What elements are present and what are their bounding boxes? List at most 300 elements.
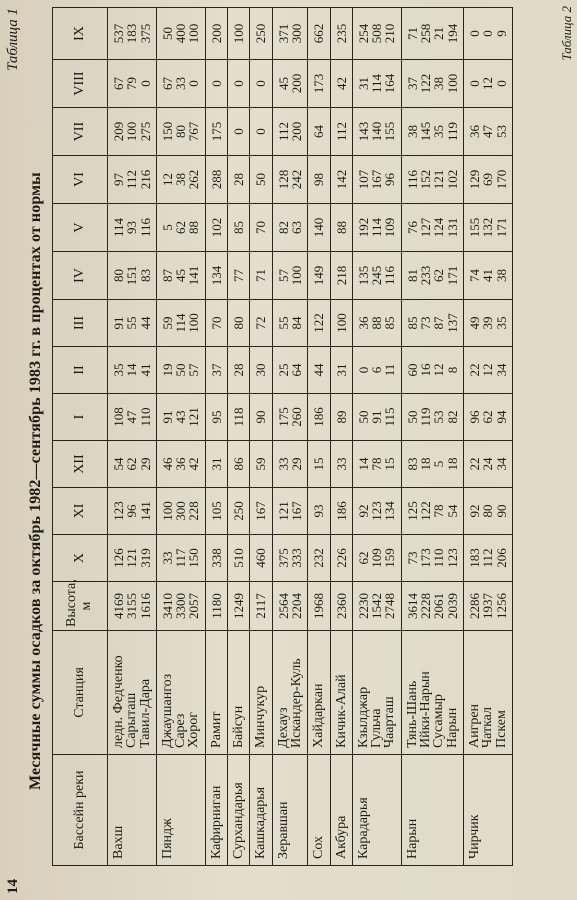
value: 2360 [333,593,349,619]
value: 54 [444,504,460,518]
value: 122 [418,73,434,94]
value-cell [308,535,330,582]
value: 537 [111,23,126,44]
value: 2286 [466,593,482,619]
value: 33 [173,77,189,90]
station-name: Тянь-Шань [404,680,420,748]
value: 50 [159,27,175,40]
value-cell [228,156,250,204]
value: 87 [159,269,175,282]
basin-cell [330,755,352,866]
value: 30 [253,363,269,377]
value: 262 [186,169,202,190]
value-cell [108,300,157,347]
value-cell [401,488,463,535]
value: 4169 [111,593,126,619]
value: 102 [208,217,224,238]
value: 135 [355,265,371,286]
value-cell [156,347,205,394]
value: 36 [466,125,482,138]
value: 100 [124,121,140,142]
value-cell [108,394,157,441]
value-cell [228,204,250,252]
value: 37 [208,363,224,377]
table-caption: Месячные суммы осадков за октябрь 1982—сентябрь 1983 гг. в процентах от нормы [27,172,44,790]
value-cell [205,488,227,535]
value-cell [108,441,157,488]
value: 78 [369,457,385,471]
value-cell [228,535,250,582]
value: 0 [231,80,247,87]
value: 114 [369,217,385,238]
value: 141 [186,265,202,286]
value: 140 [369,121,385,142]
value: 510 [231,548,247,568]
value-cell [463,8,512,60]
value: 400 [173,23,189,44]
value: 28 [231,173,247,186]
value: 1937 [480,593,496,619]
value-cell [308,582,330,631]
value: 77 [231,269,247,282]
value-cell [308,60,330,108]
value: 171 [493,217,509,238]
table-row [272,8,308,866]
value: 69 [480,173,496,186]
value: 11 [382,363,398,377]
value: 116 [404,169,420,190]
value: 119 [418,407,434,427]
value-cell [352,300,401,347]
table-row [463,8,512,866]
value-cell [463,394,512,441]
value: 96 [382,173,398,186]
value: 64 [311,125,327,138]
value: 2228 [418,593,434,619]
value: 206 [493,548,509,568]
value: 109 [369,548,385,568]
value: 90 [493,504,509,518]
value: 100 [444,73,460,94]
value-cell [308,252,330,300]
value-cell [108,535,157,582]
column-header: VI [53,156,108,204]
table-row [205,8,227,866]
station-cell [156,631,205,755]
value: 0 [137,80,153,87]
value: 18 [444,457,460,471]
basin-cell [156,755,205,866]
column-header: III [53,300,108,347]
value: 232 [311,548,327,568]
value: 82 [444,410,460,424]
station-name: Гульча [369,708,385,748]
value: 121 [186,407,202,427]
value: 3300 [173,593,189,619]
value: 767 [186,121,202,142]
value: 62 [173,221,189,234]
value-cell [108,347,157,394]
value: 119 [444,121,460,142]
value: 122 [311,313,327,333]
value: 29 [288,457,304,471]
station-name: Кичик-Алай [333,674,349,748]
value: 90 [253,410,269,424]
value-cell [401,60,463,108]
value: 96 [466,410,482,424]
value-cell [352,582,401,631]
value: 200 [288,121,304,142]
value: 22 [466,457,482,471]
value-cell [156,8,205,60]
value-cell [401,441,463,488]
value: 137 [444,313,460,333]
value-cell [272,300,308,347]
next-table-label: Таблица 2 [559,6,574,61]
value: 175 [208,121,224,142]
value: 71 [404,27,420,40]
value: 167 [369,169,385,190]
value: 6 [369,366,385,374]
value: 192 [355,217,371,238]
value: 9 [493,30,509,37]
station-name: Кзылджар [355,686,371,748]
value: 109 [382,217,398,238]
value: 31 [355,77,371,90]
value: 55 [275,316,291,330]
value-cell [272,394,308,441]
table-row [250,8,272,866]
value: 22 [466,363,482,377]
value: 28 [231,363,247,377]
value-cell [156,204,205,252]
value: 121 [124,548,140,568]
value-cell [228,441,250,488]
value: 300 [173,501,189,521]
basin-cell [228,755,250,866]
value: 171 [444,265,460,286]
value: 50 [355,410,371,424]
value-cell [463,108,512,156]
value: 67 [159,77,175,90]
value-cell [463,441,512,488]
value-cell [330,8,352,60]
value-cell [156,60,205,108]
value-cell [205,535,227,582]
station-cell [108,631,157,755]
station-name: ледн. Федченко [111,655,126,748]
value-cell [352,60,401,108]
station-name: Аигрен [466,703,482,748]
value: 87 [431,316,447,330]
value-cell [205,347,227,394]
value: 108 [111,407,126,427]
column-header: XI [53,488,108,535]
basin-cell [463,755,512,866]
value: 149 [311,265,327,286]
value: 33 [159,551,175,565]
value: 167 [288,501,304,521]
value: 125 [404,501,420,521]
value-cell [228,108,250,156]
station-cell [308,631,330,755]
value-cell [330,582,352,631]
value: 100 [333,313,349,333]
value: 42 [186,457,202,471]
value: 85 [231,221,247,234]
station-name: Рамит [208,711,224,748]
value: 3410 [159,593,175,619]
basin-name: Чирчик [466,814,482,859]
value: 173 [418,548,434,568]
value: 93 [311,504,327,518]
value: 175 [275,407,291,427]
value: 98 [311,173,327,186]
value: 62 [431,269,447,282]
value: 275 [137,121,153,142]
value: 371 [275,23,291,44]
value: 218 [333,265,349,286]
value-cell [401,347,463,394]
value-cell [272,60,308,108]
basin-cell [250,755,272,866]
basin-cell [108,755,157,866]
column-header: V [53,204,108,252]
value: 100 [288,265,304,286]
value: 62 [480,410,496,424]
value: 183 [466,548,482,568]
value: 12 [480,363,496,377]
value: 112 [124,169,140,190]
value: 662 [311,23,327,44]
value-cell [156,300,205,347]
value: 45 [275,77,291,90]
value: 112 [333,121,349,142]
value: 0 [253,128,269,135]
value: 0 [253,80,269,87]
value-cell [108,8,157,60]
value: 62 [355,551,371,565]
value-cell [250,108,272,156]
value-cell [108,108,157,156]
table-row [228,8,250,866]
value: 94 [493,410,509,424]
column-header: I [53,394,108,441]
value: 112 [275,121,291,142]
value-cell [352,441,401,488]
value: 159 [382,548,398,568]
value: 3614 [404,593,420,619]
value: 39 [480,316,496,330]
value-cell [330,488,352,535]
value: 100 [186,23,202,44]
value-cell [228,488,250,535]
value: 33 [275,457,291,471]
value-cell [308,204,330,252]
value: 47 [480,125,496,138]
value: 47 [124,410,140,424]
value: 49 [466,316,482,330]
value: 46 [159,457,175,471]
station-cell [352,631,401,755]
value: 300 [288,23,304,44]
value: 143 [355,121,371,142]
station-name: Минчукур [253,685,269,748]
value: 16 [418,363,434,377]
value: 124 [431,217,447,238]
value: 35 [431,125,447,138]
value-cell [463,60,512,108]
value: 0 [493,80,509,87]
value: 121 [431,169,447,190]
value: 141 [137,501,153,521]
value-cell [330,204,352,252]
basin-name: Вахш [111,825,126,859]
value: 53 [431,410,447,424]
column-header: Бассейн реки [53,755,108,866]
value-cell [250,535,272,582]
value-cell [401,108,463,156]
value: 15 [311,457,327,471]
value-cell [272,252,308,300]
value-cell [250,488,272,535]
value: 114 [111,217,126,238]
value: 91 [159,410,175,424]
value: 200 [208,23,224,44]
value-cell [463,347,512,394]
basin-name: Карадарья [355,797,371,859]
value-cell [352,347,401,394]
value: 38 [493,269,509,282]
precipitation-table [52,7,513,866]
value: 2564 [275,593,291,619]
value: 150 [159,121,175,142]
value: 145 [418,121,434,142]
header-row [53,8,108,866]
column-header: X [53,535,108,582]
value-cell [463,252,512,300]
value-cell [250,252,272,300]
value: 3155 [124,593,140,619]
value-cell [228,8,250,60]
value: 173 [311,73,327,94]
value: 29 [137,457,153,471]
value: 115 [382,407,398,427]
value: 2230 [355,593,371,619]
column-header: Высота, м [53,582,108,631]
value: 38 [404,125,420,138]
value: 319 [137,548,153,568]
value: 83 [137,269,153,282]
table-row [330,8,352,866]
basin-cell [205,755,227,866]
value: 31 [333,363,349,377]
table-row [156,8,205,866]
value: 460 [253,548,269,568]
value: 50 [173,363,189,377]
basin-name: Кашкадарья [253,786,269,859]
value: 34 [493,363,509,377]
value: 110 [137,407,153,427]
station-name: Ийки-Нарын [418,671,434,748]
value: 57 [186,363,202,377]
value: 71 [253,269,269,282]
table-row [108,8,157,866]
value: 233 [418,265,434,286]
value: 15 [382,457,398,471]
value: 86 [231,457,247,471]
value-cell [352,8,401,60]
value: 107 [355,169,371,190]
value-cell [330,60,352,108]
value-cell [308,441,330,488]
value: 41 [480,269,496,282]
value: 95 [208,410,224,424]
column-header: IX [53,8,108,60]
value: 118 [231,407,247,427]
value-cell [228,582,250,631]
value-cell [108,488,157,535]
value-cell [272,156,308,204]
column-header: II [53,347,108,394]
value-cell [156,394,205,441]
value: 128 [275,169,291,190]
station-cell [463,631,512,755]
value: 83 [404,457,420,471]
value: 117 [173,548,189,568]
value-cell [228,60,250,108]
value: 105 [208,501,224,521]
value: 44 [311,363,327,377]
station-name: Сарез [173,713,189,748]
value-cell [463,582,512,631]
station-name: Сарыташ [124,692,140,748]
value: 5 [159,224,175,231]
value: 209 [111,121,126,142]
value: 123 [111,501,126,521]
basin-name: Сох [311,836,327,859]
value-cell [205,300,227,347]
value: 150 [186,548,202,568]
station-name: Пскем [493,710,509,748]
value: 132 [480,217,496,238]
value-cell [272,108,308,156]
station-name: Нарын [444,707,460,748]
value-cell [205,252,227,300]
value-cell [352,535,401,582]
value: 1180 [208,593,224,619]
value: 80 [173,125,189,138]
value: 76 [404,221,420,234]
table-row [308,8,330,866]
value-cell [156,156,205,204]
value: 110 [431,548,447,568]
value: 170 [493,169,509,190]
value: 80 [231,316,247,330]
value: 116 [382,265,398,286]
value-cell [330,441,352,488]
value: 45 [173,269,189,282]
value: 164 [382,73,398,94]
value: 33 [333,457,349,471]
value-cell [401,394,463,441]
value: 43 [173,410,189,424]
value-cell [228,347,250,394]
value: 245 [369,265,385,286]
value: 57 [275,269,291,282]
value: 210 [382,23,398,44]
value-cell [272,535,308,582]
